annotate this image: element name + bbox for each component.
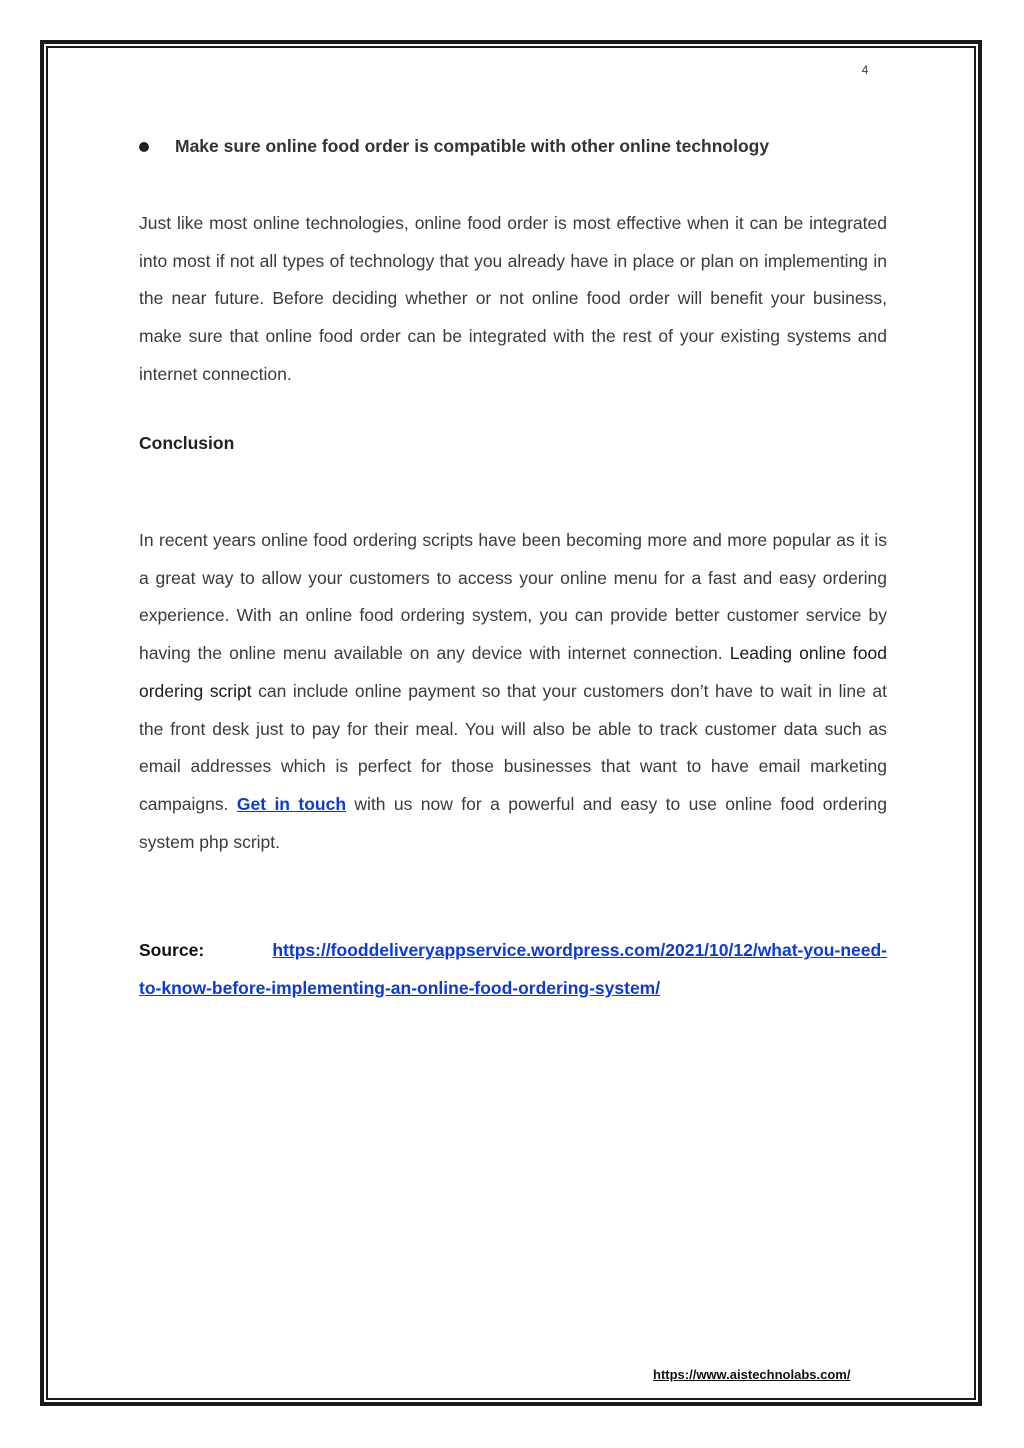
footer-website-link[interactable]: https://www.aistechnolabs.com/: [653, 1367, 851, 1382]
bullet-dot-icon: [139, 142, 149, 152]
conclusion-text-end: with us now for a powerful and easy to use online food ordering system php script.: [139, 793, 888, 852]
body-paragraph: Just like most online technologies, online food order is most effective when it can be integrated into most if not all types of technology that you already have in place or plan on implementing in the near future. Before deciding whether or not online food order will benefit your business, make sure that online food order can be integrated with the rest of your existing systems and internet connection.: [139, 213, 887, 384]
source-label: Source:: [139, 940, 205, 960]
source-url-link-part1[interactable]: https://fooddeliveryappservice.wordpress.com/2021/10/12/what-you-need-: [272, 940, 887, 960]
conclusion-text-middle: can include online payment so that your customers don’t have to wait in line at the front desk just to pay for their meal. You will also be able to track customer data such as email addresses which is perfect for those businesses that want to have email marketing campaigns.: [139, 680, 887, 814]
source-block: [139, 931, 887, 1007]
conclusion-heading: Conclusion: [139, 433, 235, 453]
page-number: 4: [861, 63, 869, 77]
get-in-touch-link[interactable]: Get in touch: [236, 793, 347, 814]
source-url-link-part2[interactable]: to-know-before-implementing-an-online-food-ordering-system/: [139, 978, 661, 998]
bullet-heading: Make sure online food order is compatible with other online technology: [175, 136, 770, 156]
leading-script-link[interactable]: Leading online food ordering script: [139, 643, 887, 701]
bullet-item: [139, 136, 887, 157]
conclusion-text-start: In recent years online food ordering scripts have been becoming more and more popular as it is a great way to allow your customers to access your online menu for a fast and easy ordering experience. With an online food ordering system, you can provide better customer service by having the online menu available on any device with internet connection.: [139, 530, 887, 664]
conclusion-paragraph: [139, 522, 887, 861]
